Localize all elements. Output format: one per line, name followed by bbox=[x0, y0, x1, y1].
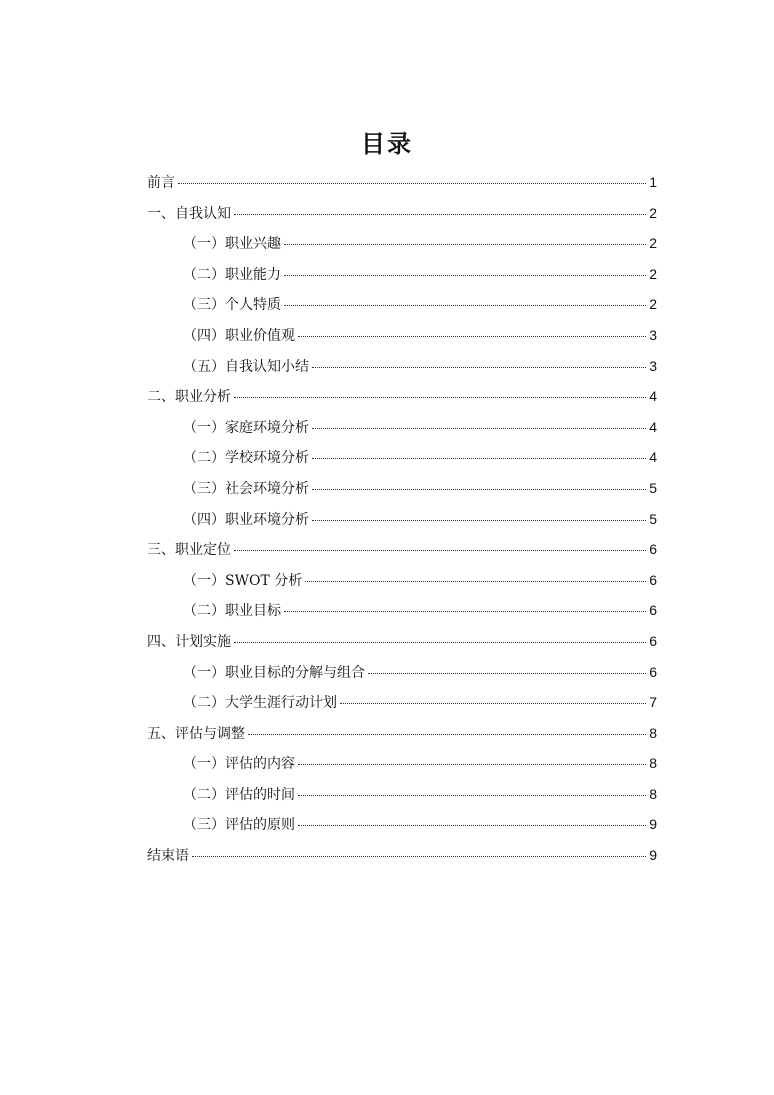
toc-entry[interactable] bbox=[147, 812, 657, 843]
dot-leader bbox=[368, 673, 646, 674]
dot-leader bbox=[234, 397, 646, 398]
toc-entry-label: （三）评估的原则 bbox=[183, 817, 295, 834]
toc-entry-page-number: 7 bbox=[649, 694, 657, 711]
toc-entry-label: 结束语 bbox=[147, 848, 189, 865]
toc-entry[interactable] bbox=[147, 568, 657, 599]
toc-entry-page-number: 2 bbox=[649, 265, 657, 282]
toc-entry-page-number: 6 bbox=[649, 632, 657, 649]
toc-entry[interactable] bbox=[147, 415, 657, 446]
toc-entry-page-number: 3 bbox=[649, 357, 657, 374]
toc-entry-page-number: 4 bbox=[649, 418, 657, 435]
toc-entry-label: 五、评估与调整 bbox=[147, 725, 245, 742]
toc-entry-label: （二）评估的时间 bbox=[183, 786, 295, 803]
toc-entry[interactable] bbox=[147, 292, 657, 323]
dot-leader bbox=[234, 550, 646, 551]
toc-entry[interactable] bbox=[147, 507, 657, 538]
toc-entry[interactable] bbox=[147, 384, 657, 415]
toc-entry[interactable] bbox=[147, 660, 657, 691]
toc-entry-label: （一）SWOT 分析 bbox=[183, 572, 303, 589]
toc-entry-page-number: 6 bbox=[649, 571, 657, 588]
toc-entry-label: （一）职业目标的分解与组合 bbox=[183, 664, 365, 681]
dot-leader bbox=[298, 795, 646, 796]
toc-entry-label: （四）职业环境分析 bbox=[183, 511, 309, 528]
dot-leader bbox=[298, 825, 646, 826]
dot-leader bbox=[312, 367, 646, 368]
toc-entry-page-number: 5 bbox=[649, 479, 657, 496]
toc-entry-label: （二）大学生涯行动计划 bbox=[183, 695, 337, 712]
toc-entry-label: 三、职业定位 bbox=[147, 542, 231, 559]
toc-entry[interactable] bbox=[147, 354, 657, 385]
toc-entry-label: 前言 bbox=[147, 175, 175, 191]
toc-entry-page-number: 3 bbox=[649, 326, 657, 343]
dot-leader bbox=[312, 458, 646, 459]
toc-entry-label: （五）自我认知小结 bbox=[183, 358, 309, 375]
dot-leader bbox=[312, 428, 646, 429]
toc-entry[interactable] bbox=[147, 231, 657, 262]
dot-leader bbox=[234, 214, 646, 215]
toc-entry[interactable] bbox=[147, 262, 657, 293]
toc-entry-page-number: 1 bbox=[649, 174, 657, 190]
toc-entry-page-number: 9 bbox=[649, 847, 657, 864]
page-title: 目录 bbox=[361, 130, 413, 158]
dot-leader bbox=[284, 305, 646, 306]
toc-entry[interactable] bbox=[147, 476, 657, 507]
toc-entry[interactable] bbox=[147, 445, 657, 476]
toc-entry[interactable] bbox=[147, 721, 657, 752]
dot-leader bbox=[284, 244, 646, 245]
toc-entry-label: （三）社会环境分析 bbox=[183, 480, 309, 497]
dot-leader bbox=[298, 336, 646, 337]
toc-entry-page-number: 6 bbox=[649, 602, 657, 619]
toc-entry-page-number: 2 bbox=[649, 235, 657, 252]
toc-entry[interactable] bbox=[147, 170, 657, 201]
toc-entry-page-number: 2 bbox=[649, 296, 657, 313]
toc-entry-label: （一）评估的内容 bbox=[183, 756, 295, 773]
dot-leader bbox=[284, 611, 646, 612]
dot-leader bbox=[178, 183, 646, 184]
toc-entry-page-number: 6 bbox=[649, 541, 657, 558]
dot-leader bbox=[234, 642, 646, 643]
dot-leader bbox=[298, 764, 646, 765]
toc-entry[interactable] bbox=[147, 201, 657, 232]
toc-entry-page-number: 4 bbox=[649, 388, 657, 405]
toc-entry-page-number: 8 bbox=[649, 785, 657, 802]
toc-entry-page-number: 9 bbox=[649, 816, 657, 833]
toc-entry-label: 二、职业分析 bbox=[147, 389, 231, 406]
toc-entry-label: 一、自我认知 bbox=[147, 205, 231, 222]
toc-entry[interactable] bbox=[147, 843, 657, 874]
dot-leader bbox=[192, 856, 646, 857]
toc-entry-page-number: 2 bbox=[649, 204, 657, 221]
toc-entry[interactable] bbox=[147, 629, 657, 660]
toc-entry-page-number: 6 bbox=[649, 663, 657, 680]
dot-leader bbox=[340, 703, 646, 704]
toc-entry-label: （二）学校环境分析 bbox=[183, 450, 309, 467]
toc-entry-label: （一）家庭环境分析 bbox=[183, 419, 309, 436]
toc-entry-label: （二）职业能力 bbox=[183, 266, 281, 283]
dot-leader bbox=[248, 734, 646, 735]
toc-entry-label: 四、计划实施 bbox=[147, 633, 231, 650]
toc-entry-page-number: 4 bbox=[649, 449, 657, 466]
toc-entry-page-number: 8 bbox=[649, 755, 657, 772]
toc-entry-label: （一）职业兴趣 bbox=[183, 236, 281, 253]
toc-entry[interactable] bbox=[147, 537, 657, 568]
dot-leader bbox=[312, 489, 646, 490]
toc-entry-label: （三）个人特质 bbox=[183, 297, 281, 314]
dot-leader bbox=[305, 581, 646, 582]
toc-entry[interactable] bbox=[147, 323, 657, 354]
toc-entry[interactable] bbox=[147, 751, 657, 782]
table-of-contents bbox=[147, 170, 657, 874]
toc-entry-page-number: 5 bbox=[649, 510, 657, 527]
toc-entry[interactable] bbox=[147, 598, 657, 629]
dot-leader bbox=[312, 520, 646, 521]
toc-entry-label: （二）职业目标 bbox=[183, 603, 281, 620]
toc-entry-page-number: 8 bbox=[649, 724, 657, 741]
toc-entry-label: （四）职业价值观 bbox=[183, 327, 295, 344]
toc-entry[interactable] bbox=[147, 690, 657, 721]
toc-entry[interactable] bbox=[147, 782, 657, 813]
dot-leader bbox=[284, 275, 646, 276]
